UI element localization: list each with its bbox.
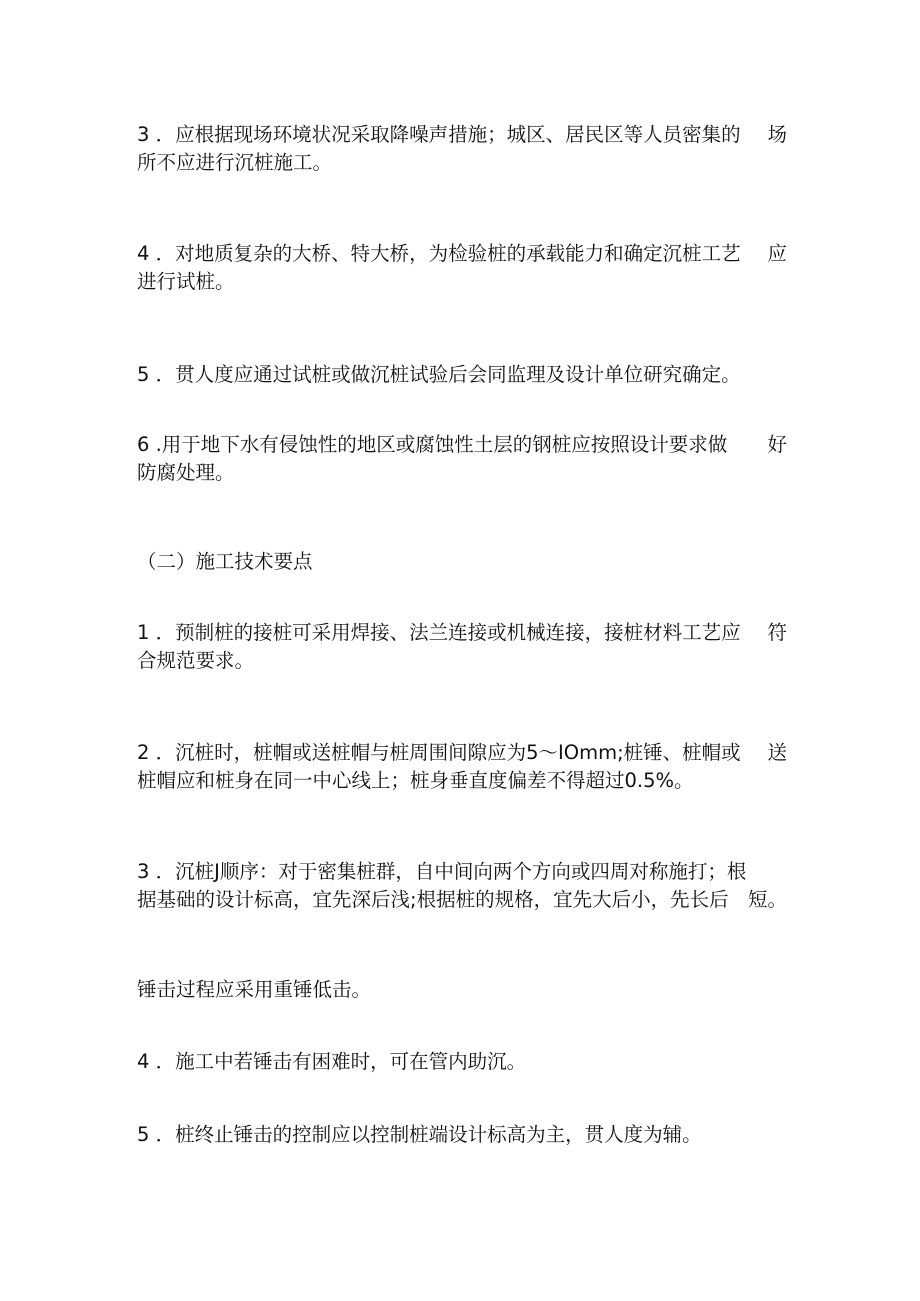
paragraph-text: 3 ．应根据现场环境状况采取降噪声措施；城区、居民区等人员密集的: [137, 123, 741, 146]
paragraph-line: 桩帽应和桩身在同一中心线上；桩身垂直度偏差不得超过0.5%。: [137, 769, 694, 792]
paragraph-line: [137, 619, 787, 647]
paragraph-text-end: 短。: [747, 888, 787, 911]
paragraph-item-6-corrosion: [137, 431, 787, 487]
paragraph-item-5-penetration: [137, 361, 787, 389]
paragraph-text: 2 ．沉桩时，桩帽或送桩帽与桩周围间隙应为5～IOmm;桩锤、桩帽或: [137, 741, 741, 764]
section-heading-text: （二）施工技术要点: [137, 550, 313, 573]
paragraph-text: 4 ．对地质复杂的大桥、特大桥，为检验桩的承载能力和确定沉桩工艺: [137, 242, 741, 265]
paragraph-line: 防腐处理。: [137, 461, 235, 484]
paragraph-item-1-splicing: [137, 619, 787, 675]
section-heading: [137, 548, 787, 576]
paragraph-text-end: 符: [767, 621, 787, 644]
paragraph-line: 锤击过程应采用重锤低击。: [137, 978, 372, 1001]
paragraph-line: [137, 886, 787, 914]
paragraph-item-5-termination: [137, 1121, 787, 1149]
paragraph-text-end: 好: [767, 433, 787, 456]
paragraph-item-4-test-pile: [137, 240, 787, 296]
paragraph-text: 1 ．预制桩的接桩可采用焊接、法兰连接或机械连接，接桩材料工艺应: [137, 621, 741, 644]
paragraph-text-end: 应: [767, 242, 787, 265]
paragraph-line: [137, 240, 787, 268]
paragraph-line: [137, 739, 787, 767]
paragraph-line: 合规范要求。: [137, 649, 255, 672]
paragraph-text: 据基础的设计标高，宜先深后浅;根据桩的规格，宜先大后小，先长后: [137, 888, 729, 911]
paragraph-line: 5 ．桩终止锤击的控制应以控制桩端设计标高为主，贯人度为辅。: [137, 1123, 702, 1146]
paragraph-line: 4 ．施工中若锤击有困难时，可在管内助沉。: [137, 1050, 527, 1073]
paragraph-line: [137, 121, 787, 149]
paragraph-line: 进行试桩。: [137, 270, 235, 293]
paragraph-line: 所不应进行沉桩施工。: [137, 151, 333, 174]
paragraph-text-end: 场: [767, 123, 787, 146]
paragraph-continuation: [137, 976, 787, 1004]
paragraph-item-4-difficulty: [137, 1048, 787, 1076]
paragraph-text-end: 送: [767, 741, 787, 764]
paragraph-item-3-sequence: [137, 858, 787, 914]
paragraph-item-3-noise: [137, 121, 787, 177]
paragraph-line: 3 ．沉桩J顺序：对于密集桩群，自中间向两个方向或四周对称施打；根: [137, 860, 747, 883]
paragraph-item-2-pile-cap: [137, 739, 787, 795]
paragraph-text: 6 .用于地下水有侵蚀性的地区或腐蚀性土层的钢桩应按照设计要求做: [137, 433, 728, 456]
paragraph-line: [137, 431, 787, 459]
paragraph-line: 5 ．贯人度应通过试桩或做沉桩试验后会同监理及设计单位研究确定。: [137, 363, 741, 386]
